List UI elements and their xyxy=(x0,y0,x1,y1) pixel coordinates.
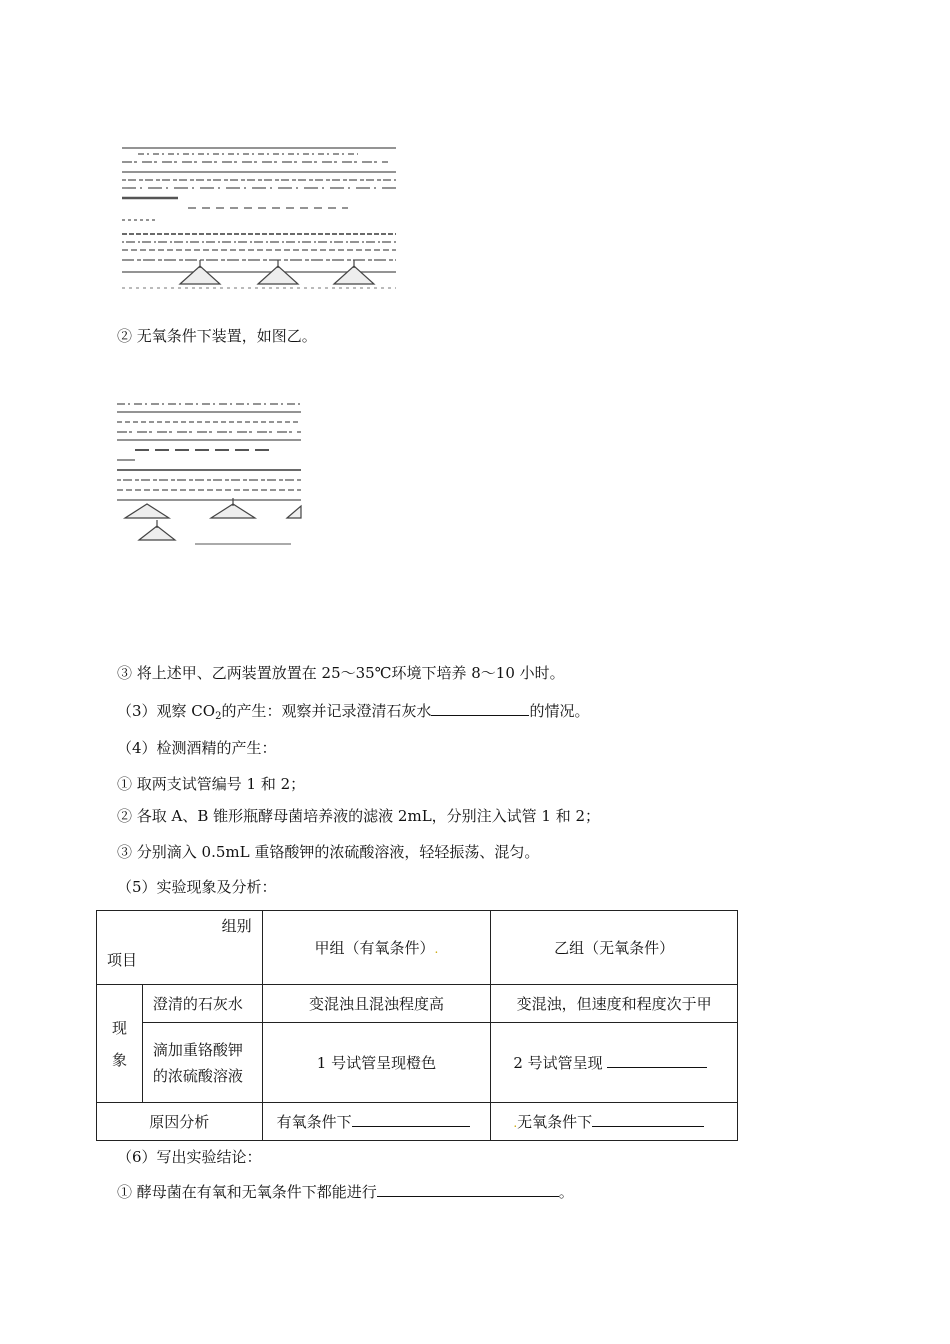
q3-answer-blank[interactable] xyxy=(431,700,529,716)
q3-middle: 的产生：观察并记录澄清石灰水 xyxy=(221,702,432,720)
figure-aerobic-apparatus xyxy=(118,142,400,292)
phenomenon-label: 现象 xyxy=(97,985,143,1103)
q4-item-3: ③ 分别滴入 0.5mL 重铬酸钾的浓硫酸溶液，轻轻振荡、混匀。 xyxy=(117,843,540,861)
header-group-b: 乙组（无氧条件） xyxy=(491,911,738,985)
q4-item-2: ② 各取 A、B 锥形瓶酵母菌培养液的滤液 2mL，分别注入试管 1 和 2； xyxy=(117,807,601,825)
row-dichromate-group-b: 2 号试管呈现 xyxy=(491,1023,738,1103)
results-table xyxy=(96,910,738,1141)
q6-item-1: ① 酵母菌在有氧和无氧条件下都能进行 。 xyxy=(117,1183,574,1201)
row-dichromate-group-a: 1 号试管呈现橙色 xyxy=(262,1023,491,1103)
header-group-a: 甲组（有氧条件）. xyxy=(262,911,491,985)
table-corner-cell xyxy=(97,911,263,985)
table-header-row xyxy=(97,911,738,985)
q3-prefix: （3）观察 CO xyxy=(117,702,216,720)
table-row-dichromate xyxy=(97,1023,738,1103)
conclusion-blank[interactable] xyxy=(377,1181,559,1197)
step-3-text: ③ 将上述甲、乙两装置放置在 25～35℃环境下培养 8～10 小时。 xyxy=(117,664,565,682)
corner-item-label: 项目 xyxy=(107,951,138,969)
row-dichromate-label: 滴加重铬酸钾 的浓硫酸溶液 xyxy=(142,1023,262,1103)
corner-group-label: 组别 xyxy=(221,917,252,935)
row-analysis-group-b: .无氧条件下 xyxy=(491,1103,738,1141)
question-5-title: （5）实验现象及分析： xyxy=(117,878,277,896)
table-row-limewater xyxy=(97,985,738,1023)
row-limewater-label: 澄清的石灰水 xyxy=(142,985,262,1023)
row-analysis-group-a: 有氧条件下 xyxy=(262,1103,491,1141)
row-analysis-label: 原因分析 xyxy=(97,1103,263,1141)
question-6-title: （6）写出实验结论： xyxy=(117,1148,262,1166)
aerobic-reason-blank[interactable] xyxy=(352,1111,470,1127)
question-4-title: （4）检测酒精的产生： xyxy=(117,739,277,757)
q4-item-1: ① 取两支试管编号 1 和 2； xyxy=(117,775,306,793)
question-3 xyxy=(117,700,590,727)
dichromate-color-blank[interactable] xyxy=(607,1052,707,1068)
figure-anaerobic-apparatus xyxy=(115,398,303,548)
row-limewater-group-b: 变混浊，但速度和程度次于甲 xyxy=(491,985,738,1023)
q3-suffix: 的情况。 xyxy=(529,702,590,720)
table-row-analysis xyxy=(97,1103,738,1141)
step-2-text: ② 无氧条件下装置，如图乙。 xyxy=(117,327,317,345)
row-limewater-group-a: 变混浊且混浊程度高 xyxy=(262,985,491,1023)
q3-subscript: 2 xyxy=(215,711,222,722)
anaerobic-reason-blank[interactable] xyxy=(592,1111,704,1127)
